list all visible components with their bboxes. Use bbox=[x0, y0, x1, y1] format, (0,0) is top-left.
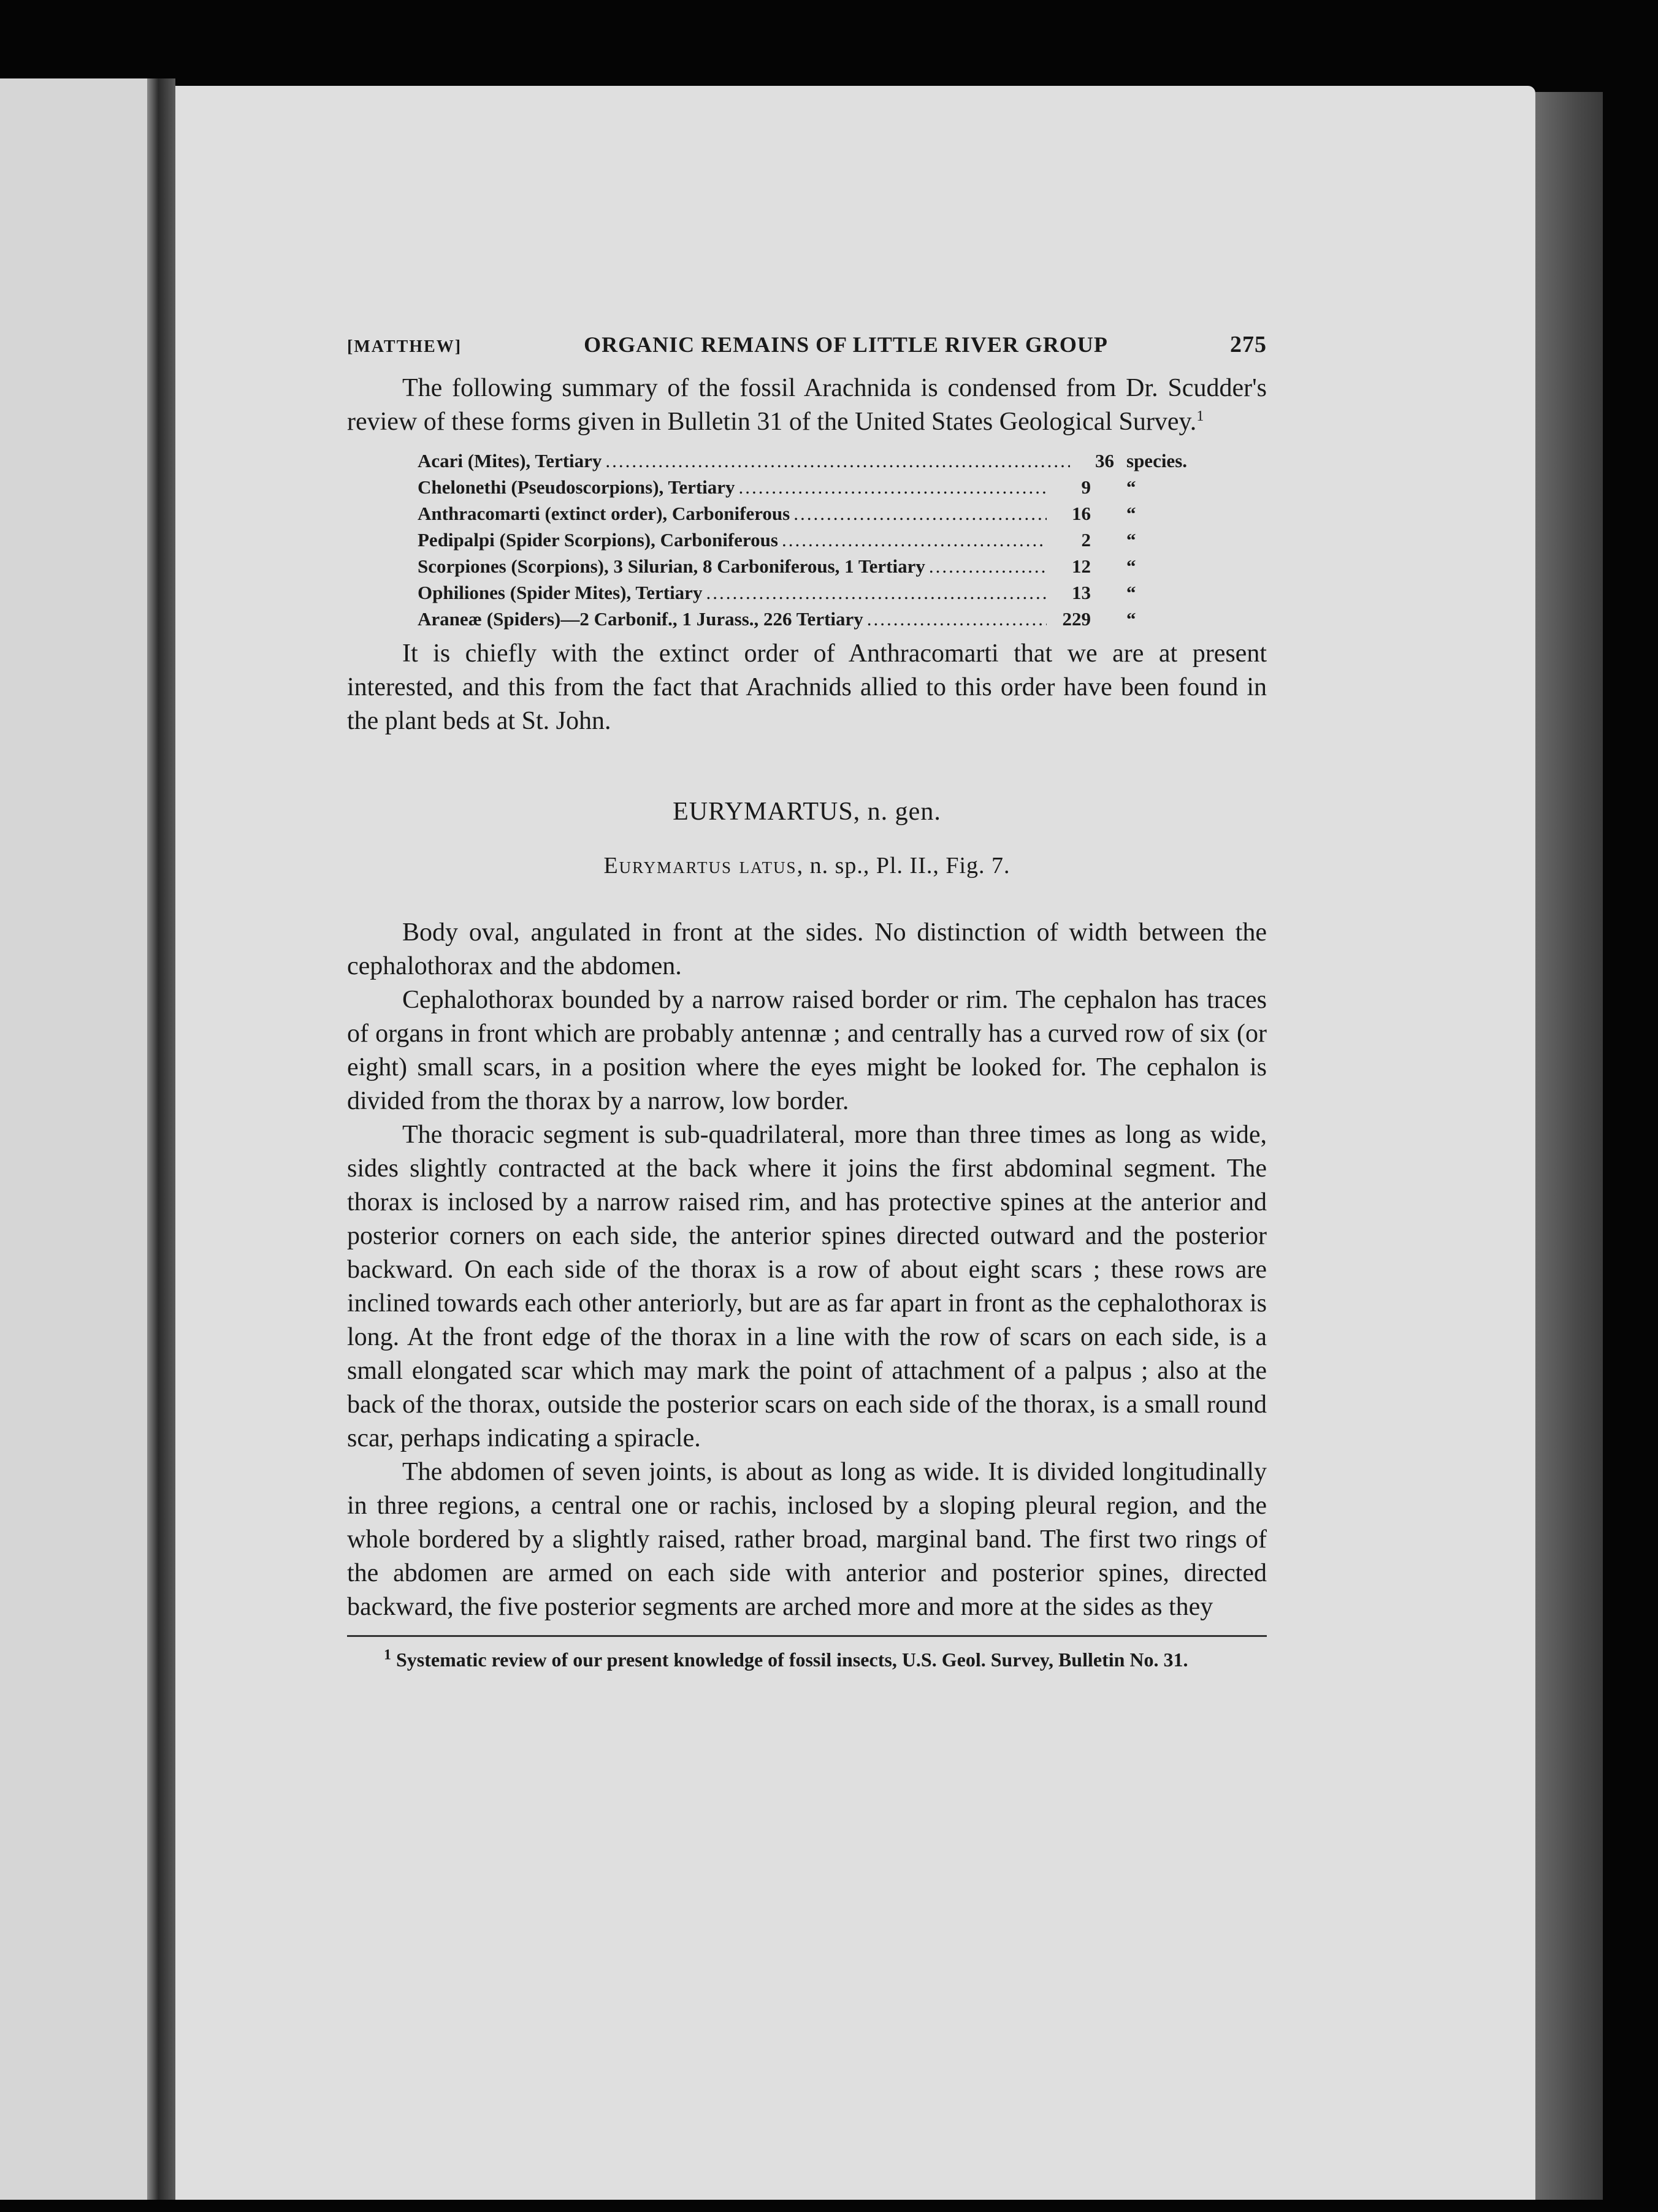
summary-count: 9 bbox=[1081, 476, 1091, 498]
body-paragraph: Cephalothorax bounded by a narrow raised border or rim. The cephalon has traces of organs in front which are probably antennæ ; and centrally has a curved row of six (or eight) small scars, in a position where the eyes might be looked for. The cephalon is divided from the thorax by a narrow, low border. bbox=[347, 986, 1267, 1115]
page-stack-edge bbox=[1535, 92, 1603, 2200]
footnote bbox=[347, 1647, 1267, 1672]
summary-unit: “ bbox=[1126, 476, 1136, 498]
summary-unit: “ bbox=[1126, 503, 1136, 524]
header-title: ORGANIC REMAINS OF LITTLE RIVER GROUP bbox=[584, 332, 1108, 357]
footnote-divider bbox=[347, 1635, 1267, 1637]
summary-label: Chelonethi (Pseudoscorpions), Tertiary bbox=[418, 476, 735, 498]
species-heading bbox=[347, 852, 1267, 879]
summary-label: Scorpiones (Scorpions), 3 Silurian, 8 Carboniferous, 1 Tertiary bbox=[418, 555, 925, 577]
body-paragraph: The thoracic segment is sub-quadrilateral, more than three times as long as wide, sides slightly contracted at the back where it joins the first abdominal segment. The thorax is inclosed by a narrow raised rim, and has protective spines at the anterior and posterior corners on each side, the anterior spines directed outward and the posterior backward. On each side of the thorax is a row of about eight scars ; these rows are inclined towards each other anteriorly, but are as far apart in front as the cephalothorax is long. At the front edge of the thorax in a line with the row of scars on each side, is a small elongated scar which may mark the point of attachment of a palpus ; also at the back of the thorax, outside the posterior scars on each side of the thorax, is a small round scar, perhaps indicating a spiracle. bbox=[347, 1121, 1267, 1452]
species-detail: , n. sp., Pl. II., Fig. 7. bbox=[797, 853, 1010, 879]
summary-unit: “ bbox=[1126, 529, 1136, 551]
summary-label: Araneæ (Spiders)—2 Carbonif., 1 Jurass., 226 Tertiary bbox=[418, 608, 863, 630]
summary-label: Pedipalpi (Spider Scorpions), Carboniferous bbox=[418, 529, 778, 551]
summary-count: 36 bbox=[1095, 450, 1114, 471]
summary-row bbox=[418, 500, 1209, 527]
summary-row bbox=[418, 448, 1209, 474]
summary-label: Ophiliones (Spider Mites), Tertiary bbox=[418, 582, 703, 603]
summary-count: 12 bbox=[1072, 555, 1091, 577]
summary-unit: “ bbox=[1126, 608, 1136, 630]
intro-paragraph bbox=[347, 372, 1267, 439]
summary-unit: “ bbox=[1126, 555, 1136, 577]
summary-unit: “ bbox=[1126, 582, 1136, 603]
intro-text: The following summary of the fossil Arachnida is condensed from Dr. Scudder's review of these forms given in Bulletin 31 of the United States Geological Survey. bbox=[347, 374, 1267, 436]
summary-row bbox=[418, 553, 1209, 579]
body-paragraph: Body oval, angulated in front at the sides. No distinction of width between the cephalothorax and the abdomen. bbox=[347, 918, 1267, 980]
body-paragraph: The abdomen of seven joints, is about as long as wide. It is divided longitudinally in three regions, a central one or rachis, inclosed by a sloping pleural region, and the whole bordered by a slightly raised, rather broad, marginal band. The first two rings of the abdomen are armed on each side with anterior and posterior spines, directed backward, the five posterior segments are arched more and more at the sides as they bbox=[347, 1458, 1267, 1621]
footnote-text: Systematic review of our present knowledge of fossil insects, U.S. Geol. Survey, Bulletin No. 31. bbox=[396, 1649, 1188, 1671]
summary-row bbox=[418, 579, 1209, 606]
summary-count: 13 bbox=[1072, 582, 1091, 603]
header-author: [MATTHEW] bbox=[347, 337, 462, 356]
genus-heading: EURYMARTUS, n. gen. bbox=[673, 798, 941, 826]
summary-row bbox=[418, 527, 1209, 553]
left-page-edge bbox=[0, 78, 147, 2200]
after-summary-paragraph: It is chiefly with the extinct order of Anthracomarti that we are at present interested, and this from the fact that Arachnids allied to this order have been found in the plant beds at St. John. bbox=[347, 639, 1267, 735]
summary-count: 16 bbox=[1072, 503, 1091, 524]
summary-count: 229 bbox=[1062, 608, 1091, 630]
species-name: Eurymartus latus bbox=[603, 853, 797, 879]
footnote-ref: 1 bbox=[1196, 408, 1204, 424]
page-number: 275 bbox=[1229, 332, 1267, 357]
arachnida-summary-table bbox=[418, 448, 1209, 632]
page-content bbox=[347, 331, 1267, 1672]
summary-count: 2 bbox=[1081, 529, 1091, 551]
summary-label: Acari (Mites), Tertiary bbox=[418, 450, 602, 471]
summary-row bbox=[418, 606, 1209, 632]
summary-unit: species. bbox=[1126, 450, 1188, 471]
summary-row bbox=[418, 474, 1209, 500]
summary-label: Anthracomarti (extinct order), Carboniferous bbox=[418, 503, 790, 524]
book-spine bbox=[147, 78, 175, 2200]
running-header bbox=[347, 331, 1267, 358]
footnote-mark: 1 bbox=[384, 1647, 391, 1663]
